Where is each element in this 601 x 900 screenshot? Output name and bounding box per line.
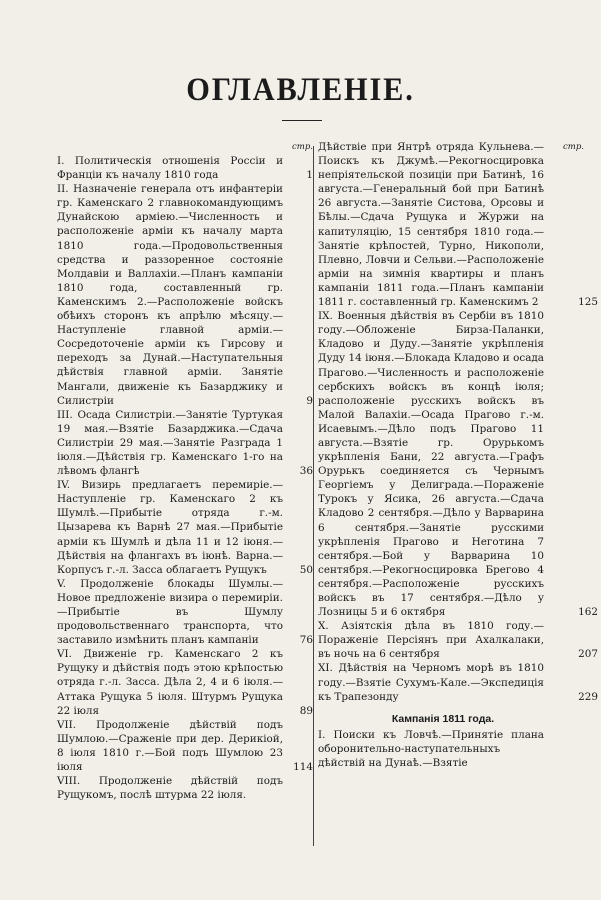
- toc-entry-text: Назначеніе генерала отъ инфантеріи гр. Каменскаго 2 главнокомандующимъ Дунайскою арміею.—Численность и расположеніе арміи къ началу марта 1810 года.—Продовольственныя средства и раззоренное состояніе Молдавіи и Валлахіи.—Планъ кампаніи 1810 года, составленный гр. Каменскимъ 2.—Расположеніе войскъ обѣихъ сторонъ къ апрѣлю мѣсяцу.—Наступленіе главной арміи.—Сосредоточеніе арміи къ Гирсову и переходъ за Дунай.—Наступательныя дѣйствія главной арміи. Занятіе Мангали, движеніе къ Базарджику и Силистріи: [57, 183, 283, 407]
- toc-entry: [57, 718, 313, 774]
- toc-entry-numeral: X.: [318, 620, 329, 633]
- toc-entry: [57, 478, 313, 577]
- title-divider: [282, 120, 322, 121]
- toc-entry-page: 50: [299, 563, 313, 576]
- toc-entries-left: [57, 154, 313, 802]
- toc-entry-page: 9: [306, 394, 313, 407]
- toc-entry-text: Продолженіе блокады Шумлы.—Новое предложеніе визира о перемиріи.—Прибытіе въ Шумлу продовольственнаго транспорта, что заставило измѣнить планъ кампаніи: [57, 577, 283, 647]
- toc-entry-text: Продолженіе дѣйствій подъ Шумлою.—Сраженіе при дер. Дерикіой, 8 іюля 1810 г.—Бой подъ Шумлою 23 іюля: [57, 718, 283, 774]
- toc-entry: [318, 661, 598, 703]
- toc-entry-numeral: II.: [57, 183, 69, 196]
- toc-entry: [57, 182, 313, 408]
- toc-entry: [318, 619, 598, 661]
- toc-entry-page: 1: [306, 169, 313, 182]
- toc-entry-text: Азіятскія дѣла въ 1810 году.—Пораженіе Персіянъ при Ахалкалаки, въ ночь на 6 сентября: [318, 620, 544, 661]
- toc-entry: [57, 647, 313, 717]
- toc-entry-text: Продолженіе дѣйствій подъ Рущукомъ, послѣ штурма 22 іюля.: [57, 775, 283, 802]
- page-column-label: стр.: [292, 142, 313, 152]
- toc-entry-page: 162: [578, 606, 598, 619]
- toc-entry-numeral: III.: [57, 408, 73, 421]
- toc-entry-text: Военныя дѣйствія въ Сербіи въ 1810 году.—Обложеніе Бирза-Паланки, Кладово и Дуду.—Занятіе укрѣпленія Дуду 14 іюня.—Блокада Кладово и осада Прагово.—Численность и расположеніе сербскихъ войскъ въ концѣ іюля; расположеніе русскихъ войскъ въ Малой Валахіи.—Осада Прагово г.-м. Исаевымъ.—Дѣло подъ Прагово 11 августа.—Взятіе гр. Орурькомъ укрѣпленія Бани, 22 августа.—Графъ Орурькъ соединяется съ Чернымъ Георгіемъ у Делиграда.—Пораженіе Турокъ у Ясика, 26 августа.—Сдача Кладово 2 сентября.—Дѣло у Варварина 6 сентября.—Занятіе русскими укрѣпленія Прагово и Неготина 7 сентября.—Бой у Варварина 10 сентября.—Рекогносцировка Брегово 4 сентября.—Расположеніе русскихъ войскъ въ 17 сентября.—Дѣло у Лозницы 5 и 6 октября: [318, 310, 544, 619]
- toc-entry-page: 76: [299, 634, 313, 647]
- toc-entry: [318, 728, 568, 770]
- toc-entry: [318, 309, 598, 619]
- toc-entry-page: 36: [299, 465, 313, 478]
- toc-entry-numeral: VI.: [57, 648, 72, 661]
- toc-entry-text: Осада Силистріи.—Занятіе Туртукая 19 мая.—Взятіе Базарджика.—Сдача Силистріи 29 мая.—Занятіе Разграда 1 іюля.—Дѣйствія гр. Каменскаго 1-го на лѣвомъ флангѣ: [57, 408, 283, 478]
- toc-entry: [57, 408, 313, 478]
- toc-entry-text: Визирь предлагаетъ перемиріе.—Наступленіе гр. Каменскаго 2 къ Шумлѣ.—Прибытіе отряда г.-м. Цызарева къ Варнѣ 27 мая.—Прибытіе арміи къ Шумлѣ и дѣла 11 и 12 іюня.—Дѣйствія на флангахъ въ іюнѣ. Варна.—Корпусъ г.-л. Засса облагаетъ Рущукъ: [57, 479, 283, 576]
- toc-entry-text: Движеніе гр. Каменскаго 2 къ Рущуку и дѣйствія подъ этою крѣпостью отряда г.-л. Засса. Дѣла 2, 4 и 6 іюля.—Аттака Рущука 5 іюля. Штурмъ Рущука 22 іюля: [57, 648, 283, 717]
- toc-entry: [57, 577, 313, 647]
- toc-entry-numeral: IV.: [57, 479, 71, 492]
- toc-entry-text: Политическія отношенія Россіи и Франціи къ началу 1810 года: [57, 155, 283, 182]
- toc-entries-1811: [318, 728, 568, 770]
- toc-entry-numeral: VII.: [57, 718, 77, 731]
- section-heading-1811: Кампанія 1811 года.: [391, 712, 495, 725]
- toc-entry-numeral: XI.: [318, 662, 333, 675]
- toc-entry-page: 207: [578, 648, 598, 661]
- toc-entry-text: Дѣйствіе при Янтрѣ отряда Кульнева.—Поискъ къ Джумѣ.—Рекогносцировка непріятельской позиціи при Батинѣ, 16 августа.—Генеральный бой при Батинѣ 26 августа.—Занятіе Систова, Орсовы и Бѣлы.—Сдача Рущука и Журжи на капитуляцію, 15 сентября 1810 года.—Занятіе крѣпостей, Турно, Никополи, Плевно, Ловчи и Сельви.—Расположеніе арміи на зимнія квартиры и планъ кампаніи 1811 года.—Планъ кампаніи 1811 г. составленный гр. Каменскимъ 2: [318, 141, 544, 309]
- toc-entry-numeral: VIII.: [57, 775, 81, 788]
- toc-entry-page: 114: [293, 761, 313, 774]
- toc-entry: [57, 154, 313, 182]
- column-divider: [313, 146, 314, 846]
- toc-right-column: [318, 140, 598, 770]
- toc-entry-page: 125: [578, 296, 598, 309]
- toc-entry-numeral: IX.: [318, 310, 333, 323]
- toc-entry-text: Дѣйствія на Черномъ морѣ въ 1810 году.—Взятіе Сухумъ-Кале.—Экспедиція къ Трапезонду: [318, 662, 544, 703]
- toc-entry-page: 229: [578, 690, 598, 703]
- page-column-label-right: стр.: [563, 142, 584, 152]
- toc-entry-numeral: I.: [57, 155, 65, 167]
- toc-entry: [57, 774, 313, 802]
- page-title: ОГЛАВЛЕНІЕ.: [186, 72, 415, 108]
- toc-left-column: [57, 140, 313, 802]
- toc-entry-numeral: I.: [318, 728, 326, 741]
- toc-entry-numeral: V.: [57, 577, 66, 590]
- toc-entry-page: 89: [299, 704, 313, 717]
- toc-entry-text: Поиски къ Ловчѣ.—Принятіе плана оборонительно-наступательныхъ дѣйствій на Дунаѣ.—Взятіе: [318, 728, 545, 770]
